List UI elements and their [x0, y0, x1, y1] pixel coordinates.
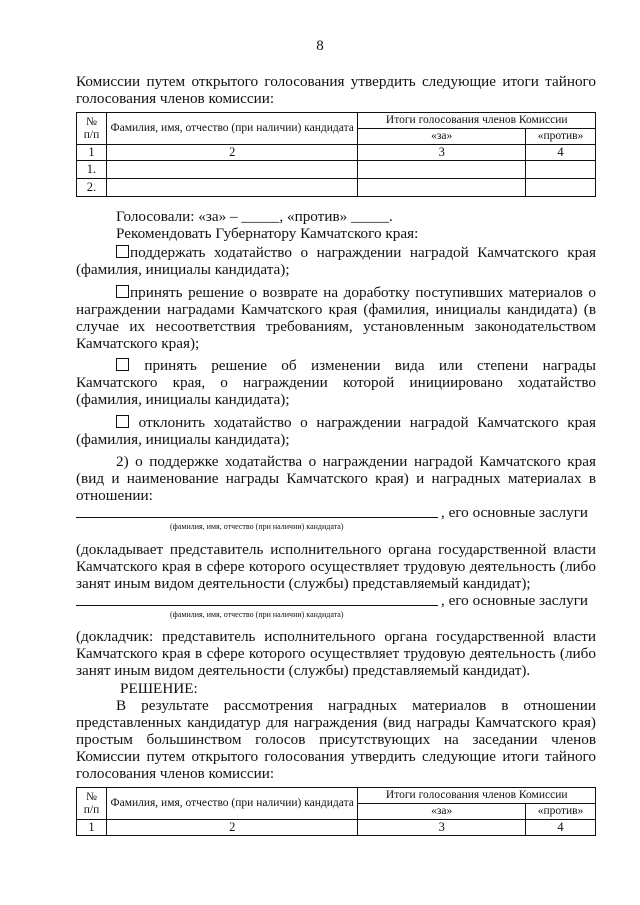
header-against: «против» — [526, 804, 596, 820]
against-cell — [526, 179, 596, 197]
index-cell: 4 — [526, 820, 596, 836]
for-cell — [358, 161, 526, 179]
name-cell — [106, 161, 357, 179]
speaker-paragraph-2: (докладчик: представитель исполнительного органа государственной власти Камчатского края в сфере которого осуществляет трудовую деятельность (либо занят иным видом деятельности (службы) представляемый кандидат). — [76, 628, 596, 679]
votes-line: Голосовали: «за» – _____, «против» _____. — [116, 208, 393, 225]
option-2-text: принять решение о возврате на доработку поступивших материалов о награждении наградами Камчатского края (фамилия, инициалы кандидата) (в случае их несоответствия требованиям, установленным законодательством Камчатского края); — [76, 284, 596, 352]
results-table-2 — [76, 787, 596, 836]
table-row — [77, 179, 596, 197]
header-number: № п/п — [77, 113, 107, 145]
option-4-text: отклонить ходатайство о награждении наградой Камчатского края (фамилия, инициалы кандидата); — [76, 414, 596, 448]
checkbox-icon[interactable] — [116, 285, 129, 298]
option-1 — [76, 244, 596, 278]
row-number: 1. — [77, 161, 107, 179]
checkbox-icon[interactable] — [116, 415, 129, 428]
name-cell — [106, 179, 357, 197]
header-results: Итоги голосования членов Комиссии — [358, 113, 596, 129]
checkbox-icon[interactable] — [116, 358, 129, 371]
recommend-line: Рекомендовать Губернатору Камчатского края: — [116, 225, 419, 242]
header-for: «за» — [358, 129, 526, 145]
option-3 — [76, 357, 596, 408]
header-against: «против» — [526, 129, 596, 145]
results-table-1 — [76, 112, 596, 197]
header-name: Фамилия, имя, отчество (при наличии) кандидата — [106, 113, 357, 145]
index-cell: 3 — [358, 820, 526, 836]
merits-tail-2: , его основные заслуги — [441, 592, 589, 609]
index-cell: 1 — [77, 145, 107, 161]
decision-paragraph: В результате рассмотрения наградных материалов в отношении представленных кандидатур для награждения (вид награды Камчатского края) простым большинством голосов присутствующих на заседании членов Комиссии путем открытого голосования утвердить следующие итоги тайного голосования членов комиссии: — [76, 697, 596, 782]
against-cell — [526, 161, 596, 179]
decision-heading: РЕШЕНИЕ: — [120, 680, 198, 697]
index-cell: 2 — [106, 145, 357, 161]
intro-paragraph: Комиссии путем открытого голосования утвердить следующие итоги тайного голосования членов комиссии: — [76, 73, 596, 107]
fio-caption-2: (фамилия, имя, отчество (при наличии) кандидата) — [170, 610, 344, 619]
fio-blank-1 — [76, 517, 438, 518]
index-cell: 2 — [106, 820, 357, 836]
checkbox-icon[interactable] — [116, 245, 129, 258]
option-1-text: поддержать ходатайство о награждении наградой Камчатского края (фамилия, инициалы кандидата); — [76, 244, 596, 278]
header-for: «за» — [358, 804, 526, 820]
header-results: Итоги голосования членов Комиссии — [358, 788, 596, 804]
header-name: Фамилия, имя, отчество (при наличии) кандидата — [106, 788, 357, 820]
option-4 — [76, 414, 596, 448]
header-number: № п/п — [77, 788, 107, 820]
index-cell: 4 — [526, 145, 596, 161]
index-cell: 3 — [358, 145, 526, 161]
page-number: 8 — [316, 38, 324, 54]
speaker-paragraph-1: (докладывает представитель исполнительного органа государственной власти Камчатского края в сфере которого осуществляет трудовую деятельность (либо занят иным видом деятельности (службы) представляемый кандидат); — [76, 541, 596, 592]
fio-blank-2 — [76, 605, 438, 606]
item-2-paragraph: 2) о поддержке ходатайства о награждении наградой Камчатского края (вид и наименование награды Камчатского края) и наградных материалах в отношении: — [76, 453, 596, 504]
index-cell: 1 — [77, 820, 107, 836]
row-number: 2. — [77, 179, 107, 197]
merits-tail-1: , его основные заслуги — [441, 504, 589, 521]
option-3-text: принять решение об изменении вида или степени награды Камчатского края, о награждении которой инициировано ходатайство (фамилия, инициалы кандидата); — [76, 357, 596, 408]
table-row — [77, 161, 596, 179]
fio-caption-1: (фамилия, имя, отчество (при наличии) кандидата) — [170, 522, 344, 531]
option-2 — [76, 284, 596, 352]
for-cell — [358, 179, 526, 197]
